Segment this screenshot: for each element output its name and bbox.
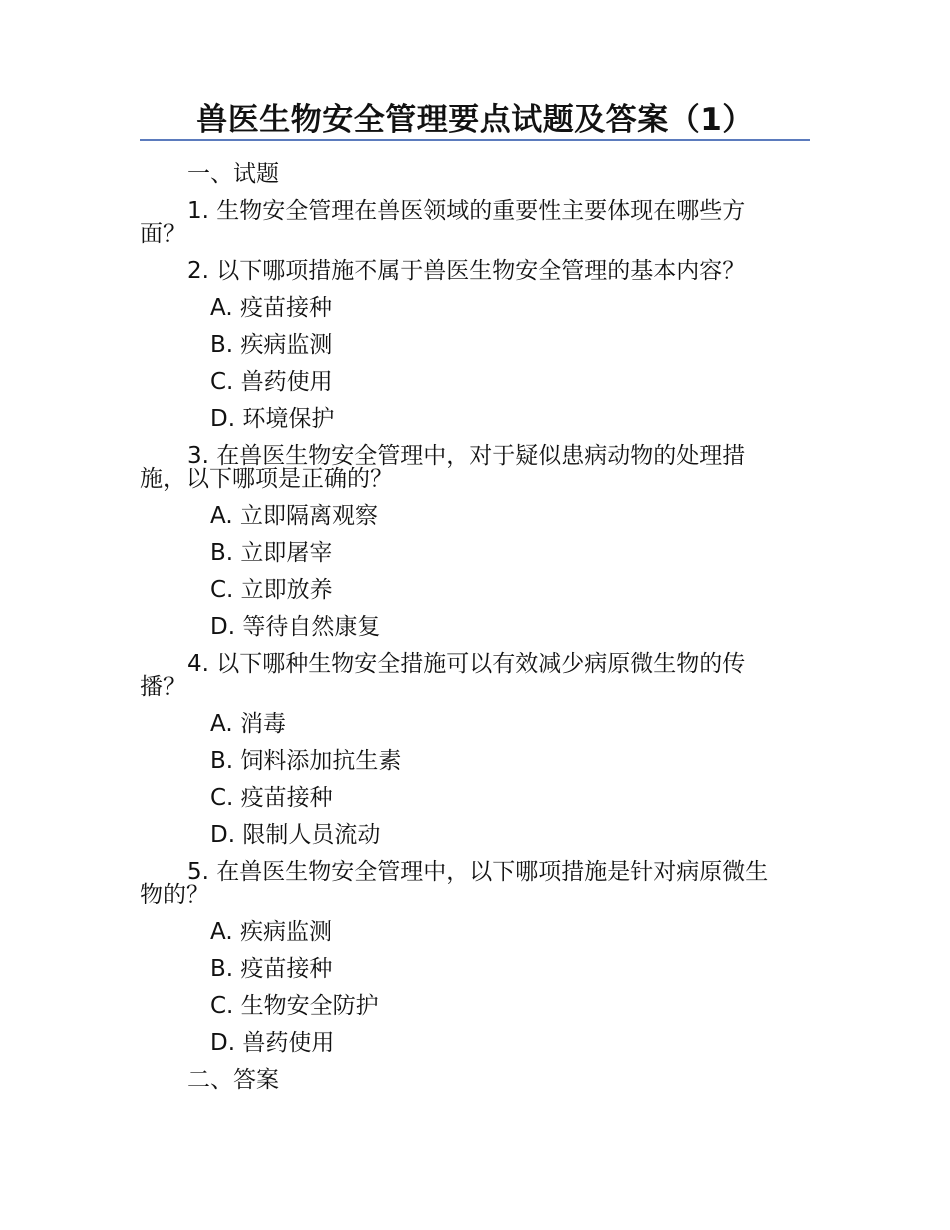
question-2-line-1: 2. 以下哪项措施不属于兽医生物安全管理的基本内容？ — [187, 258, 746, 284]
question-2-option-a: A. 疫苗接种 — [210, 295, 332, 321]
question-3-option-c: C. 立即放养 — [210, 577, 333, 603]
section-heading-questions: 一、试题 — [187, 161, 279, 187]
question-4-option-a: A. 消毒 — [210, 711, 286, 737]
question-3-line-1: 3. 在兽医生物安全管理中，对于疑似患病动物的处理措 — [187, 443, 746, 469]
document-title: 兽医生物安全管理要点试题及答案（1） — [196, 102, 754, 138]
question-1-line-2: 面？ — [140, 221, 186, 247]
question-5-line-1: 5. 在兽医生物安全管理中，以下哪项措施是针对病原微生 — [187, 859, 769, 885]
question-4-option-c: C. 疫苗接种 — [210, 785, 333, 811]
question-5-option-a: A. 疾病监测 — [210, 919, 332, 945]
question-5-line-2: 物的？ — [140, 882, 209, 908]
question-4-line-2: 播？ — [140, 674, 186, 700]
question-4-line-1: 4. 以下哪种生物安全措施可以有效减少病原微生物的传 — [187, 651, 746, 677]
question-2-option-d: D. 环境保护 — [210, 406, 335, 432]
question-5-option-d: D. 兽药使用 — [210, 1030, 335, 1056]
question-3-option-b: B. 立即屠宰 — [210, 540, 333, 566]
title-underline — [140, 139, 810, 141]
question-4-option-b: B. 饲料添加抗生素 — [210, 748, 402, 774]
question-1-line-1: 1. 生物安全管理在兽医领域的重要性主要体现在哪些方 — [187, 198, 746, 224]
question-3-line-2: 施，以下哪项是正确的？ — [140, 466, 393, 492]
question-4-option-d: D. 限制人员流动 — [210, 822, 381, 848]
question-3-option-a: A. 立即隔离观察 — [210, 503, 378, 529]
question-5-option-c: C. 生物安全防护 — [210, 993, 379, 1019]
section-heading-answers: 二、答案 — [187, 1067, 279, 1093]
question-2-option-b: B. 疾病监测 — [210, 332, 333, 358]
question-2-option-c: C. 兽药使用 — [210, 369, 333, 395]
question-3-option-d: D. 等待自然康复 — [210, 614, 381, 640]
question-5-option-b: B. 疫苗接种 — [210, 956, 333, 982]
